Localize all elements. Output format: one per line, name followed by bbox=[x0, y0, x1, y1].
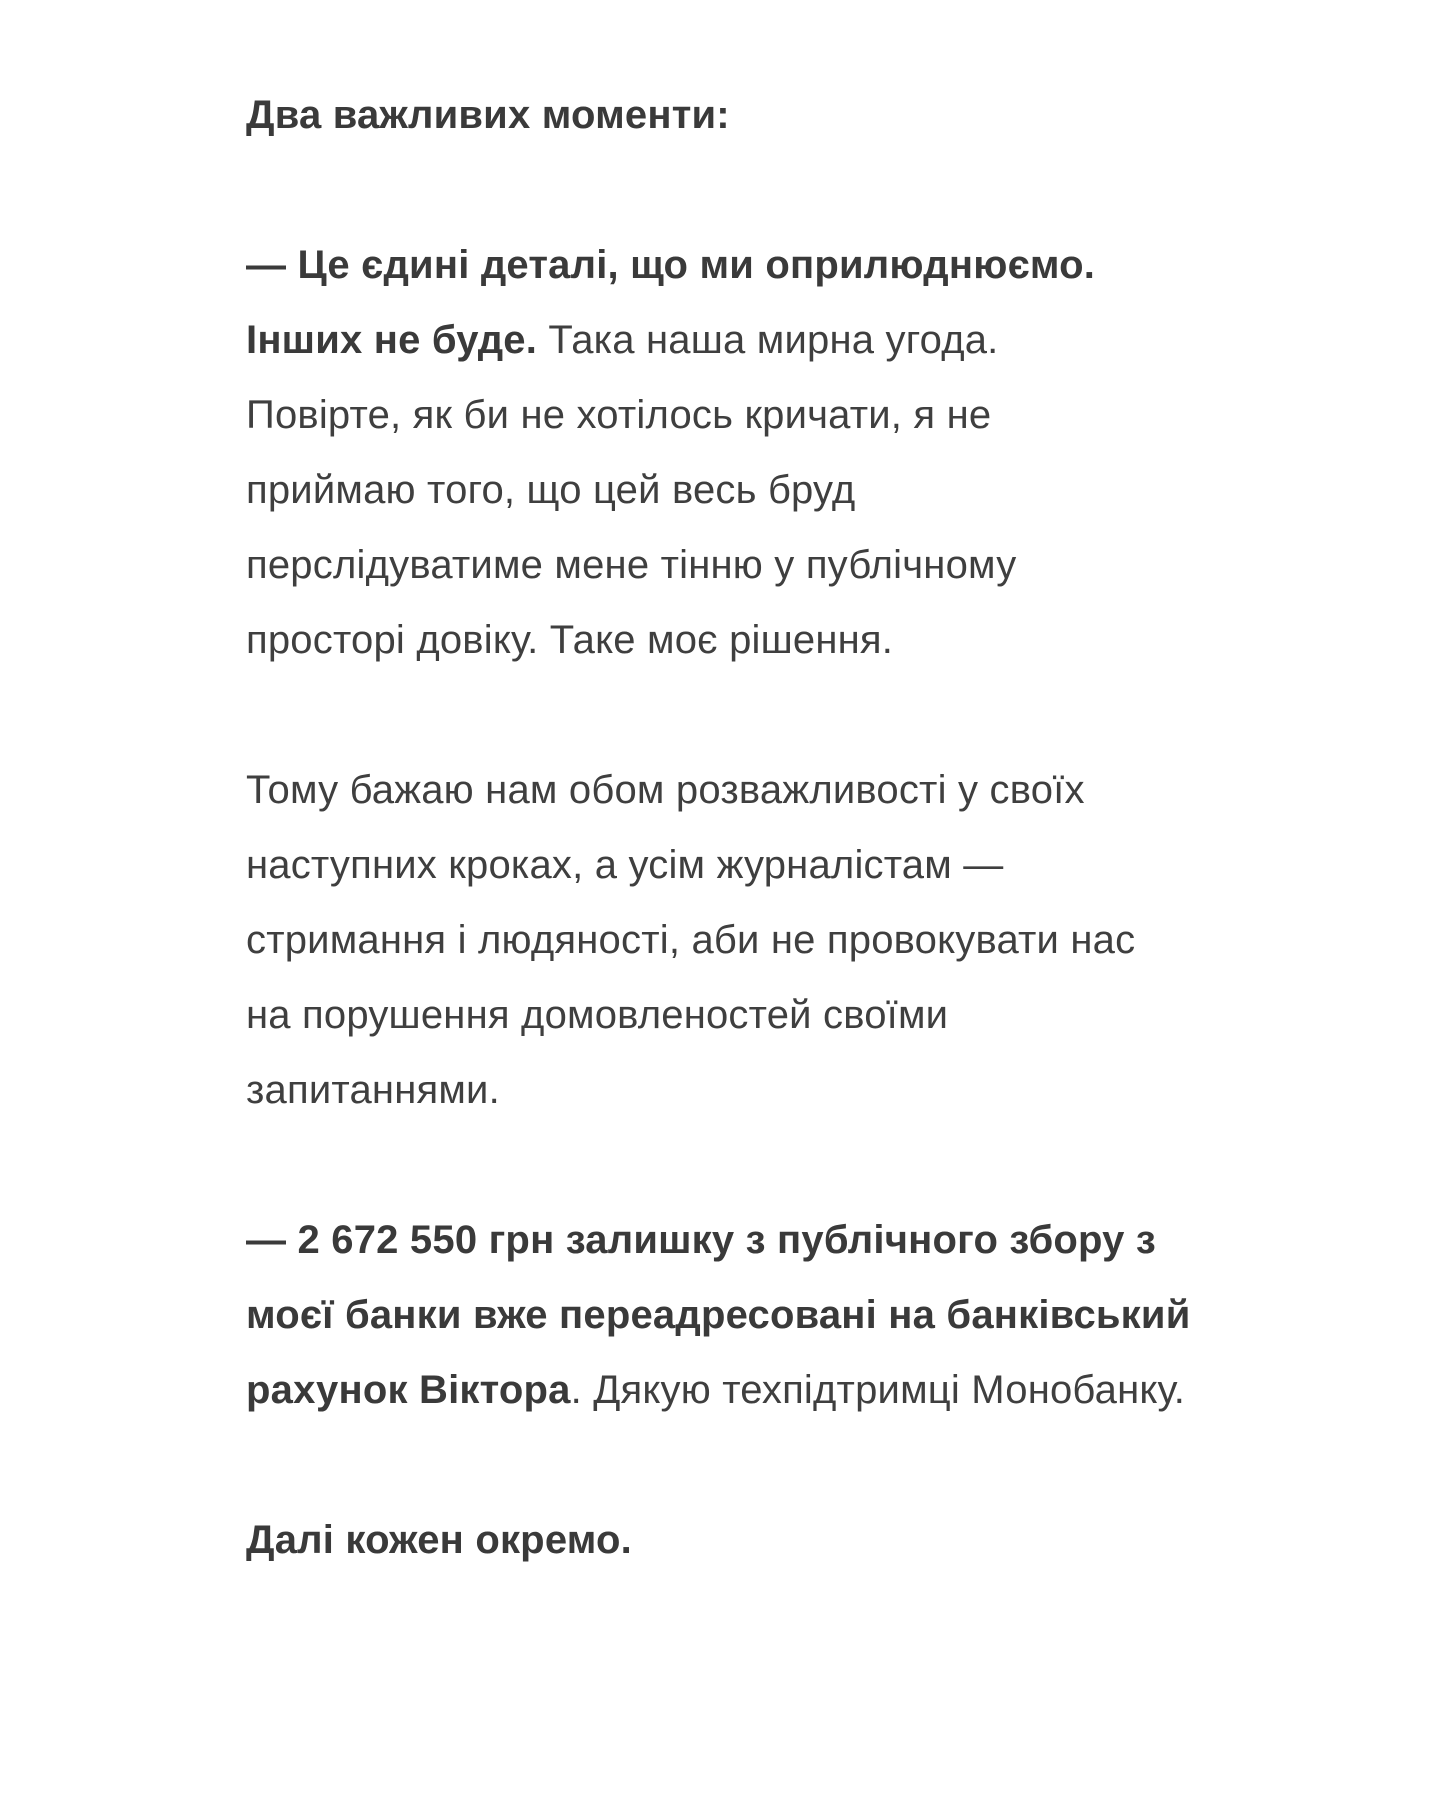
heading-text: Два важливих моменти: bbox=[246, 93, 730, 137]
point-two bbox=[246, 1203, 1216, 1428]
point-one-text: Така наша мирна угода. Повірте, як би не хотілось кричати, я не приймаю того, що цей весь бруд перслідуватиме мене тінню у публічному просторі довіку. Таке моє рішення. bbox=[246, 318, 1017, 662]
spacer bbox=[246, 1128, 1246, 1203]
heading bbox=[246, 78, 1246, 153]
paragraph-two: Тому бажаю нам обом розважливості у своїх наступних кроках, а усім журналістам — стримання і людяності, аби не провокувати нас на порушення домовленостей своїми запитаннями. bbox=[246, 768, 1136, 1112]
closing bbox=[246, 1503, 1246, 1578]
document-body bbox=[246, 78, 1246, 1578]
closing-text: Далі кожен окремо. bbox=[246, 1518, 632, 1562]
point-two-bold: — 2 672 550 грн залишку з публічного збору з моєї банки вже переадресовані на банківський рахунок Віктора bbox=[246, 1218, 1191, 1412]
spacer bbox=[246, 678, 1246, 753]
point-two-text: . Дякую техпідтримці Монобанку. bbox=[570, 1368, 1186, 1412]
spacer bbox=[246, 1428, 1246, 1503]
point-one-bold: — Це єдині деталі, що ми оприлюднюємо. Інших не буде. bbox=[246, 243, 1096, 362]
spacer bbox=[246, 153, 1246, 228]
point-one bbox=[246, 228, 1116, 678]
